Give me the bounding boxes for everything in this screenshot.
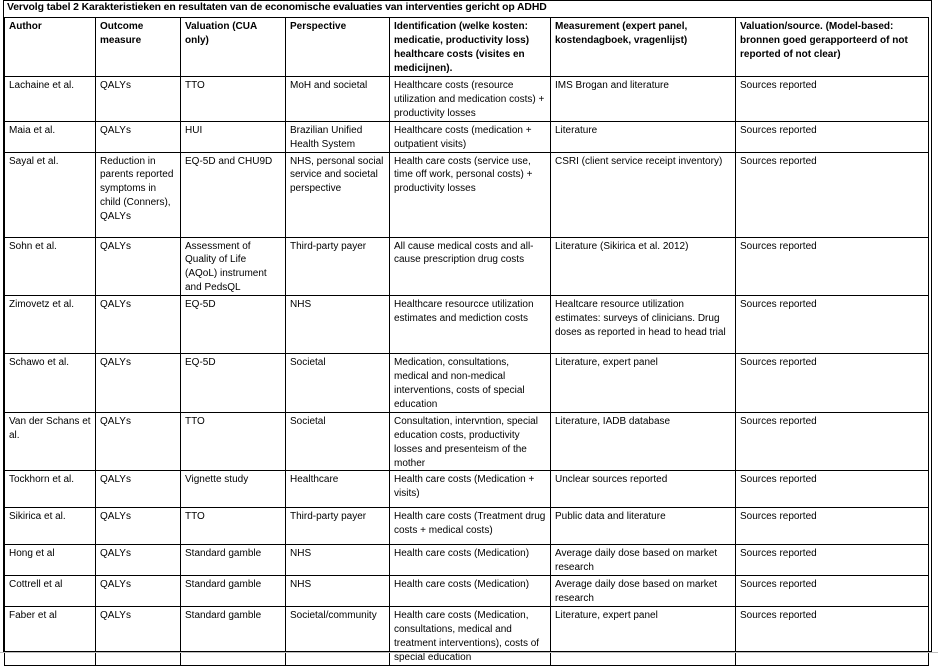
table-row <box>5 508 929 545</box>
header-perspective: Perspective <box>286 18 390 77</box>
cell-outcome-measure: QALYs <box>96 121 181 152</box>
cell-valuation: EQ-5D and CHU9D <box>181 152 286 237</box>
cell-outcome-measure: QALYs <box>96 77 181 122</box>
cell-measurement: Average daily dose based on market research <box>551 576 736 607</box>
cell-measurement: Average daily dose based on market research <box>551 545 736 576</box>
cell-perspective: MoH and societal <box>286 77 390 122</box>
cell-measurement: CSRI (client service receipt inventory) <box>551 152 736 237</box>
cell-measurement: Healtcare resource utilization estimates: surveys of clinicians. Drug doses as reported in head to head trial <box>551 296 736 354</box>
cell-perspective: Societal/community <box>286 607 390 666</box>
cell-identification: Health care costs (Medication, consultations, medical and treatment interventions), costs of special education <box>390 607 551 666</box>
cell-outcome-measure: Reduction in parents reported symptoms in child (Conners), QALYs <box>96 152 181 237</box>
cell-valuation: EQ-5D <box>181 296 286 354</box>
cell-valuation-source: Sources reported <box>736 77 929 122</box>
cell-author: Tockhorn et al. <box>5 471 96 508</box>
cell-identification: Healthcare costs (medication + outpatient visits) <box>390 121 551 152</box>
cell-perspective: NHS, personal social service and societal perspective <box>286 152 390 237</box>
header-valuation-source: Valuation/source. (Model-based: bronnen goed gerapporteerd of not reported of not clear) <box>736 18 929 77</box>
cell-perspective: NHS <box>286 296 390 354</box>
table-caption: Vervolg tabel 2 Karakteristieken en resultaten van de economische evaluaties van interventies gericht op ADHD <box>7 2 547 13</box>
cell-valuation: HUI <box>181 121 286 152</box>
page-edge <box>0 652 938 653</box>
cell-measurement: Public data and literature <box>551 508 736 545</box>
cell-valuation: EQ-5D <box>181 354 286 413</box>
header-row <box>5 18 929 77</box>
cell-perspective: Societal <box>286 354 390 413</box>
cell-perspective: NHS <box>286 545 390 576</box>
cell-valuation: Vignette study <box>181 471 286 508</box>
cell-valuation-source: Sources reported <box>736 607 929 666</box>
cell-identification: Health care costs (Medication) <box>390 576 551 607</box>
table-row <box>5 412 929 471</box>
header-identification: Identification (welke kosten: medicatie, productivity loss) healthcare costs (visites en medicijnen). <box>390 18 551 77</box>
cell-author: Lachaine et al. <box>5 77 96 122</box>
cell-measurement: Literature, expert panel <box>551 354 736 413</box>
cell-outcome-measure: QALYs <box>96 508 181 545</box>
cell-author: Faber et al <box>5 607 96 666</box>
cell-valuation-source: Sources reported <box>736 471 929 508</box>
cell-outcome-measure: QALYs <box>96 607 181 666</box>
cell-outcome-measure: QALYs <box>96 412 181 471</box>
cell-outcome-measure: QALYs <box>96 471 181 508</box>
cell-perspective: Third-party payer <box>286 508 390 545</box>
table-row <box>5 77 929 122</box>
cell-identification: Healthcare costs (resource utilization and medication costs) + productivity losses <box>390 77 551 122</box>
cell-perspective: Societal <box>286 412 390 471</box>
cell-valuation: TTO <box>181 508 286 545</box>
cell-valuation: TTO <box>181 77 286 122</box>
cell-author: Schawo et al. <box>5 354 96 413</box>
cell-valuation-source: Sources reported <box>736 412 929 471</box>
cell-identification: Health care costs (service use, time off work, personal costs) + productivity losses <box>390 152 551 237</box>
cell-valuation-source: Sources reported <box>736 354 929 413</box>
table-row <box>5 237 929 296</box>
cell-perspective: Brazilian Unified Health System <box>286 121 390 152</box>
table-row <box>5 296 929 354</box>
cell-author: Cottrell et al <box>5 576 96 607</box>
cell-identification: Health care costs (Treatment drug costs + medical costs) <box>390 508 551 545</box>
cell-perspective: NHS <box>286 576 390 607</box>
cell-valuation-source: Sources reported <box>736 545 929 576</box>
cell-outcome-measure: QALYs <box>96 237 181 296</box>
cell-valuation-source: Sources reported <box>736 152 929 237</box>
cell-measurement: Literature <box>551 121 736 152</box>
cell-valuation-source: Sources reported <box>736 296 929 354</box>
cell-author: Sayal et al. <box>5 152 96 237</box>
table-row <box>5 576 929 607</box>
cell-identification: Consultation, intervntion, special education costs, productivity losses and presenteism of the mother <box>390 412 551 471</box>
cell-valuation: Standard gamble <box>181 545 286 576</box>
cell-valuation-source: Sources reported <box>736 237 929 296</box>
header-valuation: Valuation (CUA only) <box>181 18 286 77</box>
cell-author: Zimovetz et al. <box>5 296 96 354</box>
cell-author: Sikirica et al. <box>5 508 96 545</box>
cell-valuation-source: Sources reported <box>736 576 929 607</box>
table-row <box>5 152 929 237</box>
cell-perspective: Third-party payer <box>286 237 390 296</box>
header-author: Author <box>5 18 96 77</box>
cell-identification: Health care costs (Medication) <box>390 545 551 576</box>
cell-identification: All cause medical costs and all-cause prescription drug costs <box>390 237 551 296</box>
header-measurement: Measurement (expert panel, kostendagboek, vragenlijst) <box>551 18 736 77</box>
cell-valuation: Standard gamble <box>181 576 286 607</box>
cell-author: Van der Schans et al. <box>5 412 96 471</box>
cell-outcome-measure: QALYs <box>96 545 181 576</box>
table-row <box>5 121 929 152</box>
cell-measurement: IMS Brogan and literature <box>551 77 736 122</box>
evaluations-table <box>4 17 929 666</box>
table-row <box>5 471 929 508</box>
cell-identification: Medication, consultations, medical and non-medical interventions, costs of special education <box>390 354 551 413</box>
table-row <box>5 607 929 666</box>
cell-measurement: Unclear sources reported <box>551 471 736 508</box>
cell-valuation-source: Sources reported <box>736 121 929 152</box>
cell-measurement: Literature, IADB database <box>551 412 736 471</box>
cell-author: Hong et al <box>5 545 96 576</box>
header-outcome-measure: Outcome measure <box>96 18 181 77</box>
table-row <box>5 545 929 576</box>
cell-identification: Healthcare resourcce utilization estimates and mediction costs <box>390 296 551 354</box>
cell-valuation: Assessment of Quality of Life (AQoL) instrument and PedsQL <box>181 237 286 296</box>
cell-author: Maia et al. <box>5 121 96 152</box>
cell-measurement: Literature, expert panel <box>551 607 736 666</box>
table-row <box>5 354 929 413</box>
cell-perspective: Healthcare <box>286 471 390 508</box>
cell-outcome-measure: QALYs <box>96 354 181 413</box>
cell-identification: Health care costs (Medication + visits) <box>390 471 551 508</box>
cell-outcome-measure: QALYs <box>96 296 181 354</box>
cell-valuation: TTO <box>181 412 286 471</box>
cell-author: Sohn et al. <box>5 237 96 296</box>
cell-outcome-measure: QALYs <box>96 576 181 607</box>
cell-valuation: Standard gamble <box>181 607 286 666</box>
cell-valuation-source: Sources reported <box>736 508 929 545</box>
cell-measurement: Literature (Sikirica et al. 2012) <box>551 237 736 296</box>
